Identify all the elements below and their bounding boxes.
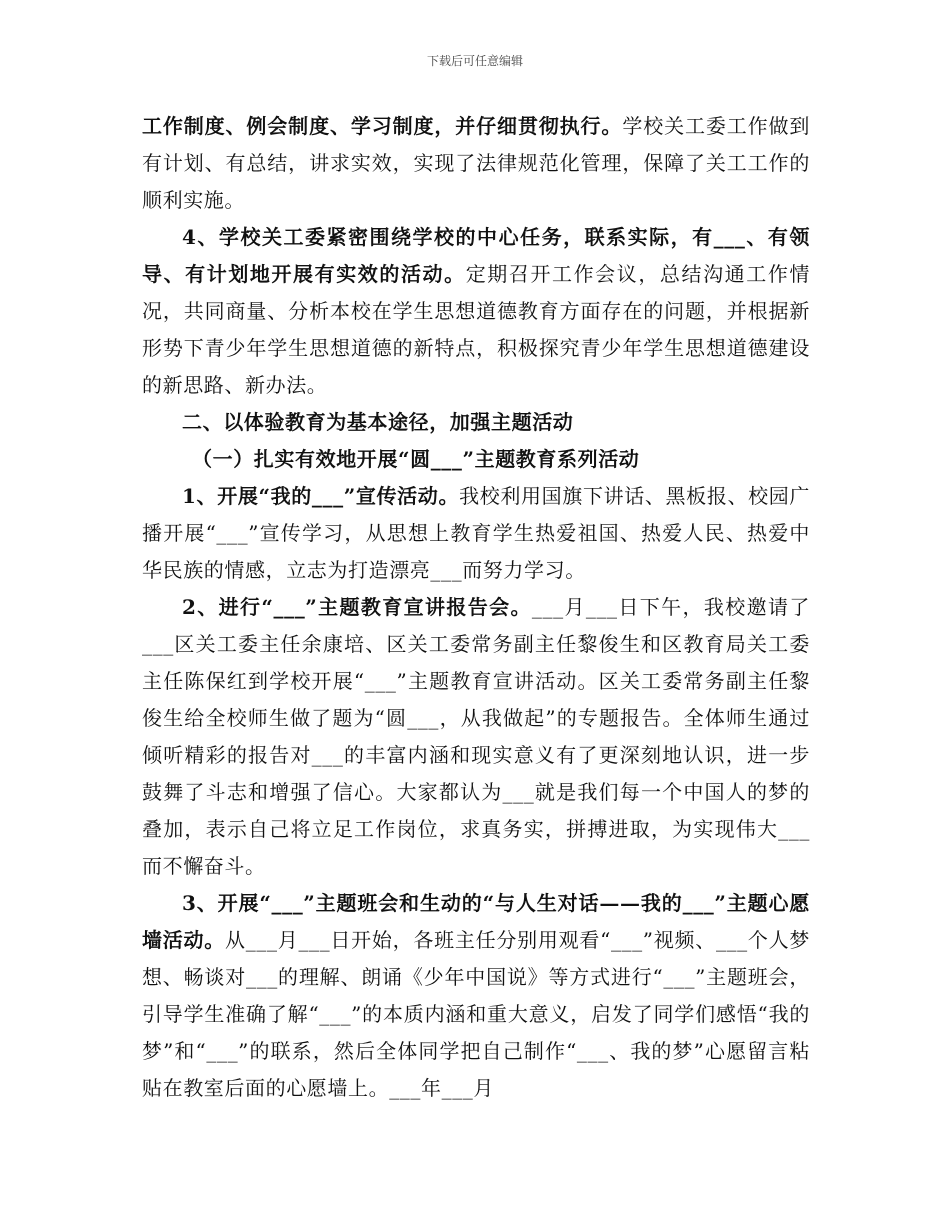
paragraph-1 [142, 108, 810, 219]
paragraph-2-bold: 4、学校关工委紧密围绕学校的中心任务，联系实际，有___、有领导、有计划地开展有实效的活动。 [142, 225, 810, 286]
section-heading: 二、以体验教育为基本途径，加强主题活动 [182, 410, 574, 434]
paragraph-2 [142, 219, 810, 404]
paragraph-4-text: ___月___日下午，我校邀请了___区关工委主任余康培、区关工委常务副主任黎俊生和区教育局关工委主任陈保红到学校开展“___”主题教育宣讲活动。区关工委常务副主任黎俊生给全校师生做了题为“圆___，从我做起”的专题报告。全体师生通过倾听精彩的报告对___的丰富内涵和现实意义有了更深刻地认识，进一步鼓舞了斗志和增强了信心。大家都认为___就是我们每一个中国人的梦的叠加，表示自己将立足工作岗位，求真务实，拼搏进取，为实现伟大___而不懈奋斗。 [142, 595, 810, 878]
page-header: 下载后可任意编辑 [426, 54, 523, 68]
subsection-heading: （一）扎实有效地开展“圆___”主题教育系列活动 [192, 447, 640, 471]
paragraph-4 [142, 589, 810, 885]
paragraph-3 [142, 478, 810, 589]
document-body [142, 108, 810, 1107]
paragraph-5-bold: 3、开展“___”主题班会和生动的“与人生对话——我的___”主题心愿墙活动。 [142, 891, 810, 952]
paragraph-1-bold: 工作制度、例会制度、学习制度，并仔细贯彻执行。 [142, 114, 623, 138]
paragraph-2-text: 定期召开工作会议，总结沟通工作情况，共同商量、分析本校在学生思想道德教育方面存在的问题，并根据新形势下青少年学生思想道德的新特点，积极探究青少年学生思想道德建设的新思路、新办法。 [142, 262, 810, 397]
paragraph-5 [142, 885, 810, 1107]
paragraph-4-bold: 2、进行“___”主题教育宣讲报告会。 [182, 595, 532, 619]
paragraph-5-text: 从___月___日开始，各班主任分别用观看“___”视频、___个人梦想、畅谈对___的理解、朗诵《少年中国说》等方式进行“___”主题班会，引导学生准确了解“___”的本质内涵和重大意义，启发了同学们感悟“我的梦”和“___”的联系，然后全体同学把自己制作“___、我的梦”心愿留言粘贴在教室后面的心愿墙上。___年___月 [142, 928, 810, 1100]
paragraph-1-text: 学校关工委工作做到有计划、有总结，讲求实效，实现了法律规范化管理，保障了关工工作的顺利实施。 [142, 114, 810, 212]
paragraph-3-text: 我校利用国旗下讲话、黑板报、校园广播开展“___”宣传学习，从思想上教育学生热爱祖国、热爱人民、热爱中华民族的情感，立志为打造漂亮___而努力学习。 [142, 484, 810, 582]
paragraph-3-bold: 1、开展“我的___”宣传活动。 [182, 484, 460, 508]
